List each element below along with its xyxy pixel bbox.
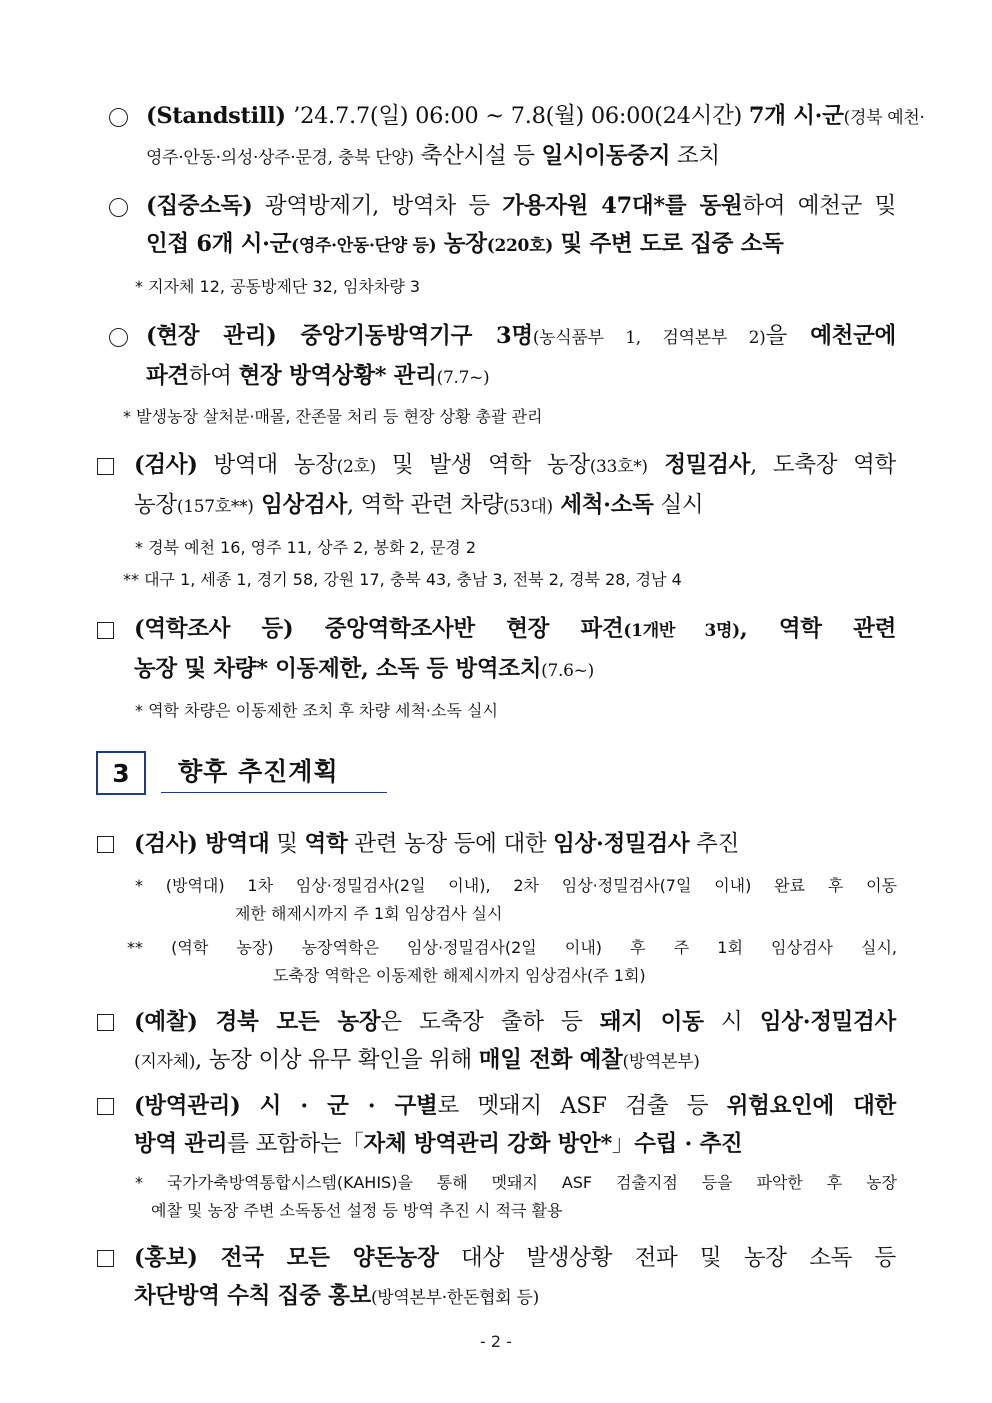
page-number: - 2 - [480,1332,512,1351]
emphasis-text: (검사) [134,831,198,857]
body-text: 로 멧돼지 ASF 검출 등 [437,1093,727,1119]
paragraph-line [146,225,896,265]
footnote: * 지자체 12, 공동방제단 32, 임차차량 3 [135,277,421,296]
emphasis-text: (영주·안동·단양 등) [291,236,437,256]
circle-bullet-icon [109,328,128,347]
plan-publicity-item [134,1239,896,1317]
footnote: 제한 해제시까지 주 1회 임상검사 실시 [235,904,503,923]
footnote: * 발생농장 살처분·매몰, 잔존물 처리 등 현장 상황 총괄 관리 [123,407,543,426]
body-text: 및 [269,831,305,857]
footnote-line: * 국가가축방역통합시스템(KAHIS)을 통해 멧돼지 ASF 검출지점 등을 파악한 후 농장 [135,1173,897,1192]
body-text: (방역본부) [622,1052,700,1072]
emphasis-text: (역학조사 등) [134,616,294,642]
plan-monitoring-item [134,1003,896,1081]
footnote [135,1168,897,1197]
epidemiology-item [134,610,896,690]
body-text: , 역학 관련 차량 [346,492,503,518]
body-text: 조치 [670,143,720,169]
emphasis-text: 현장 방역상황 [238,363,375,389]
paragraph-line [134,446,896,486]
footnote-line: ** (역학 농장) 농장역학은 임상·정밀검사(2일 이내) 후 주 1회 임상검사 실시, [127,938,897,957]
checkbox-bullet-icon [97,458,114,475]
footnote-line: * (방역대) 1차 임상·정밀검사(2일 이내), 2차 임상·정밀검사(7일 이내) 완료 후 이동 [135,876,897,895]
emphasis-text: 이동제한, 소독 등 방역조치 [267,656,542,682]
body-text: 영주·안동·의성·상주·문경, 충북 단양) [146,148,414,168]
emphasis-text: 및 주변 도로 집중 소독 [552,231,784,257]
emphasis-text: 돼지 이동 [599,1009,704,1035]
circle-bullet-icon [109,198,128,217]
emphasis-text: 중앙역학조사반 현장 파견 [293,616,624,642]
emphasis-text: 예천군에 [810,323,896,349]
body-text: ) [247,497,254,517]
emphasis-text: (집중소독) [146,193,253,219]
emphasis-text: 일시이동중지 [541,143,671,169]
checkbox-bullet-icon [97,1098,114,1115]
paragraph-line [134,650,896,690]
emphasis-text: 파견 [146,363,189,389]
emphasis-text: 시 · 군 · 구별 [240,1093,438,1119]
emphasis-text: 방역대 [197,831,270,857]
body-text: 농장 [134,492,177,518]
emphasis-text: 차단방역 수칙 집중 홍보 [134,1283,371,1309]
paragraph-line [134,1041,896,1081]
body-text: * [633,457,642,477]
emphasis-text: 역학 [304,831,348,857]
paragraph-line [146,357,896,397]
paragraph-line [134,1239,896,1277]
body-text: (농식품부 1, 검역본부 2) [532,328,766,348]
body-text: 추진 [689,831,740,857]
paragraph-line [134,1277,896,1317]
footnote: * 경북 예천 16, 영주 11, 상주 2, 봉화 2, 문경 2 [135,538,477,557]
emphasis-text: 중앙기동방역기구 3명 [276,323,533,349]
body-text: (경북 예천· [843,108,925,128]
body-text: 대상 발생상황 전파 및 농장 소독 등 [438,1245,896,1271]
checkbox-bullet-icon [97,622,114,639]
emphasis-text: 관리 [386,363,437,389]
body-text: (53대) [502,497,553,517]
body-text: 실시 [653,492,704,518]
body-text: 관련 농장 등에 대한 [347,831,554,857]
emphasis-text: (방역관리) [134,1093,241,1119]
body-text: 은 도축장 출하 등 [380,1009,600,1035]
body-text: 축산시설 등 [413,143,542,169]
disinfection-item [146,187,896,265]
body-text: , 도축장 역학 [750,452,896,478]
body-text: 광역방제기, 방역차 등 [252,193,503,219]
emphasis-text: 농장 및 차량 [134,656,257,682]
body-text: 을 [765,323,811,349]
emphasis-text: 매일 전화 예찰 [478,1047,623,1073]
emphasis-text: (현장 관리) [146,323,277,349]
body-text: 하여 [188,363,239,389]
body-text: , 농장 이상 유무 확인을 위해 [195,1047,479,1073]
footnote [127,933,897,962]
paragraph-line [146,137,896,177]
paragraph-line [134,1087,896,1125]
body-text: ) [641,457,648,477]
body-text: (7.7~) [436,368,490,388]
footnote: 도축장 역학은 이동제한 해제시까지 임상검사(주 1회) [273,966,646,985]
section-number: 3 [96,751,146,795]
emphasis-text: * [256,656,268,682]
body-text: 를 포함하는「 [227,1131,364,1157]
emphasis-text: (Standstill) [146,103,294,129]
emphasis-text: 수립 · 추진 [634,1131,743,1157]
emphasis-text: 정밀검사 [647,452,751,478]
footnote [135,871,897,900]
emphasis-text: * [600,1131,612,1157]
body-text: 」 [611,1131,635,1157]
emphasis-text: 자체 방역관리 강화 방안 [363,1131,601,1157]
section-underline [161,792,387,793]
section-title: 향후 추진계획 [178,757,339,786]
emphasis-text: 경북 모든 농장 [197,1009,381,1035]
paragraph-line [146,97,925,137]
emphasis-text: 가용자원 47대 [502,193,654,219]
paragraph-line [134,825,844,863]
emphasis-text: 인접 6개 시·군 [146,231,292,257]
emphasis-text: 임상검사 [253,492,347,518]
body-text: (157호 [176,497,231,517]
body-text: (7.6~) [541,661,594,681]
paragraph-line [134,610,896,650]
emphasis-text: 임상·정밀검사 [553,831,690,857]
inspection-item [134,446,896,526]
body-text: (33호 [589,457,634,477]
body-text: (지자체) [134,1052,196,1072]
emphasis-text: (1개반 3명) [623,621,740,641]
emphasis-text: * [374,363,387,389]
paragraph-line [146,317,896,357]
plan-management-item [134,1087,896,1163]
emphasis-text: 세척·소독 [552,492,654,518]
checkbox-bullet-icon [97,1014,114,1031]
emphasis-text: 방역 관리 [134,1131,228,1157]
checkbox-bullet-icon [97,836,114,853]
emphasis-text: 임상·정밀검사 [759,1009,896,1035]
emphasis-text: (검사) [134,452,198,478]
body-text: ** [230,497,248,517]
emphasis-text: 위험요인에 대한 [726,1093,896,1119]
circle-bullet-icon [109,108,128,127]
emphasis-text: , 역학 관련 [739,616,897,642]
emphasis-text: (220호) [486,236,553,256]
checkbox-bullet-icon [97,1250,114,1267]
footnote: 예찰 및 농장 주변 소독동선 설정 등 방역 추진 시 적극 활용 [151,1201,563,1220]
emphasis-text: * [653,193,665,219]
emphasis-text: (예찰) [134,1009,198,1035]
paragraph-line [146,187,896,225]
emphasis-text: 전국 모든 양돈농장 [197,1245,439,1271]
body-text: (2호) [336,457,376,477]
body-text: ’24.7.7(일) 06:00 ~ 7.8(월) 06:00(24시간) [293,103,749,129]
plan-inspection-item [134,825,844,863]
body-text: 시 [703,1009,760,1035]
body-text: 및 발생 역학 농장 [375,452,590,478]
paragraph-line [134,486,896,526]
field-management-item [146,317,896,397]
footnote: ** 대구 1, 세종 1, 경기 58, 강원 17, 충북 43, 충남 3, 전북 2, 경북 28, 경남 4 [123,570,682,589]
emphasis-text: (홍보) [134,1245,198,1271]
standstill-item [146,97,925,177]
emphasis-text: 7개 시·군 [748,103,844,129]
body-text: (방역본부·한돈협회 등) [370,1288,539,1308]
paragraph-line [134,1125,896,1163]
body-text: 하여 예천군 및 [742,193,897,219]
footnote: * 역학 차량은 이동제한 조치 후 차량 세척·소독 실시 [135,701,498,720]
body-text: 방역대 농장 [197,452,337,478]
emphasis-text: 농장 [436,231,487,257]
emphasis-text: 를 동원 [664,193,743,219]
paragraph-line [134,1003,896,1041]
